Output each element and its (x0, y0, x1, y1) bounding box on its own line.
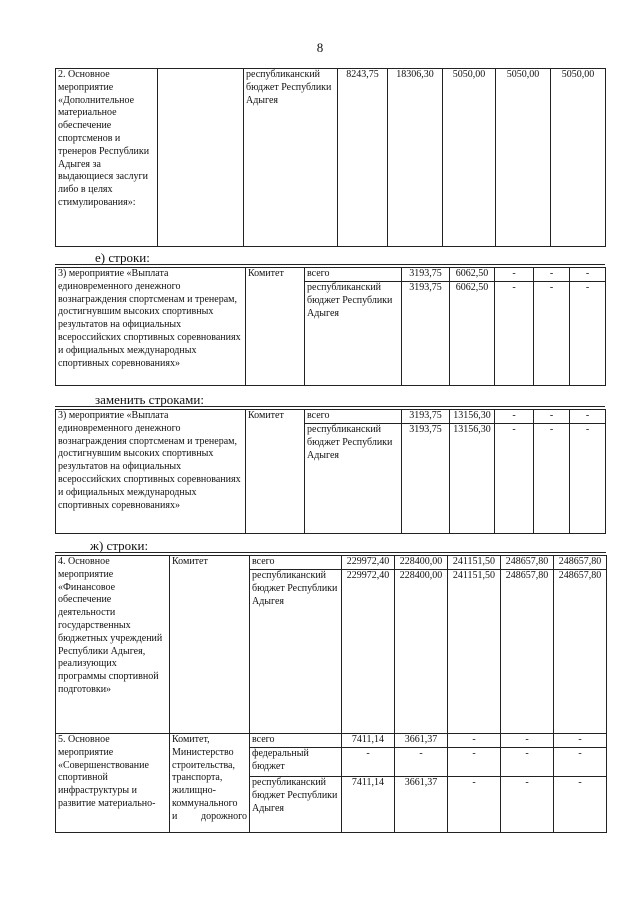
heading-zh: ж) строки: (90, 538, 149, 553)
value-cell: 6062,50 (450, 282, 495, 386)
executor-line: Министерство (172, 746, 234, 758)
measure-name: 2. Основное мероприятие «Дополнительное материальное обеспечение спортсменов и тренеров Республики Адыгея за выдающиеся заслуги либо в целях стимулирования»: (56, 69, 158, 247)
table-items-4-5 (55, 555, 607, 833)
table-row (56, 410, 606, 424)
funding-source: республиканский бюджет Республики Адыгея (305, 282, 402, 386)
value-cell: - (501, 734, 554, 748)
value-cell: 229972,40 (342, 570, 395, 734)
executor-line: Комитет, (172, 734, 210, 745)
table-item-3-new (55, 409, 606, 534)
funding-source: республиканский бюджет Республики Адыгея (244, 69, 338, 247)
measure-name: 4. Основное мероприятие «Финансовое обеспечение деятельности государственных бюджетных учреждений Республики Адыгея, реализующих программы спортивной подготовки» (56, 556, 170, 734)
heading-replace: заменить строками: (95, 392, 204, 407)
funding-source: всего (305, 268, 402, 282)
table-row (56, 556, 607, 570)
table-item-3-old (55, 267, 606, 386)
table-row (56, 268, 606, 282)
value-cell: - (448, 734, 501, 748)
measure-name: 3) мероприятие «Выплата единовременного денежного вознаграждения спортсменам и тренерам, достигнувшим высоких спортивных результатов на официальных всероссийских спортивных соревнованиях и официальных международных спортивных соревнованиях» (56, 410, 246, 534)
executor-line: коммунального (172, 797, 238, 809)
executor-line: жилищно- (172, 785, 216, 797)
funding-source: всего (250, 734, 342, 748)
value-cell: 229972,40 (342, 556, 395, 570)
value-cell: 6062,50 (450, 268, 495, 282)
value-cell: - (534, 268, 570, 282)
value-cell: 248657,80 (554, 556, 607, 570)
value-cell: - (448, 748, 501, 777)
value-cell: 5050,00 (443, 69, 496, 247)
value-cell: 248657,80 (554, 570, 607, 734)
value-cell: 228400,00 (395, 556, 448, 570)
value-cell: - (570, 282, 606, 386)
value-cell: 7411,14 (342, 777, 395, 833)
funding-source: всего (305, 410, 402, 424)
value-cell: - (501, 777, 554, 833)
value-cell: 7411,14 (342, 734, 395, 748)
value-cell: - (495, 268, 534, 282)
value-cell: - (495, 282, 534, 386)
value-cell: 5050,00 (496, 69, 551, 247)
table-item-2 (55, 68, 606, 247)
value-cell: 3193,75 (402, 410, 450, 424)
value-cell: 241151,50 (448, 556, 501, 570)
executor-cell: Комитет (246, 268, 305, 386)
divider (55, 552, 606, 553)
value-cell: 3661,37 (395, 777, 448, 833)
value-cell: - (534, 410, 570, 424)
table-row (56, 69, 606, 247)
value-cell: - (554, 777, 607, 833)
value-cell: - (495, 424, 534, 534)
value-cell: - (554, 748, 607, 777)
executor-line: транспорта, (172, 772, 223, 784)
value-cell: 3193,75 (402, 268, 450, 282)
value-cell: - (448, 777, 501, 833)
value-cell: 3193,75 (402, 282, 450, 386)
value-cell: - (554, 734, 607, 748)
value-cell: 248657,80 (501, 570, 554, 734)
value-cell: - (342, 748, 395, 777)
funding-source: республиканский бюджет Республики Адыгея (305, 424, 402, 534)
executor-cell (158, 69, 244, 247)
executor-line: и дорожного (172, 810, 247, 822)
funding-source: республиканский бюджет Республики Адыгея (250, 777, 342, 833)
executor-cell: Комитет (246, 410, 305, 534)
value-cell: 13156,30 (450, 410, 495, 424)
executor-cell (170, 734, 250, 833)
value-cell: 18306,30 (388, 69, 443, 247)
executor-cell: Комитет (170, 556, 250, 734)
value-cell: 3193,75 (402, 424, 450, 534)
value-cell: - (570, 268, 606, 282)
value-cell: - (534, 282, 570, 386)
value-cell: 13156,30 (450, 424, 495, 534)
value-cell: - (495, 410, 534, 424)
value-cell: - (501, 748, 554, 777)
value-cell: - (570, 424, 606, 534)
value-cell: - (570, 410, 606, 424)
divider (55, 264, 605, 265)
page-number: 8 (316, 40, 324, 55)
value-cell: 248657,80 (501, 556, 554, 570)
executor-line: строительства, (172, 759, 235, 771)
funding-source: республиканский бюджет Республики Адыгея (250, 570, 342, 734)
value-cell: 3661,37 (395, 734, 448, 748)
value-cell: 5050,00 (551, 69, 606, 247)
measure-name: 3) мероприятие «Выплата единовременного денежного вознаграждения спортсменам и тренерам, достигнувшим высоких спортивных результатов на официальных всероссийских спортивных соревнованиях и официальных международных спортивных соревнованиях» (56, 268, 246, 386)
table-row (56, 734, 607, 748)
value-cell: - (534, 424, 570, 534)
funding-source: федеральный бюджет (250, 748, 342, 777)
funding-source: всего (250, 556, 342, 570)
heading-e: е) строки: (95, 250, 150, 265)
measure-name: 5. Основное мероприятие «Совершенствование спортивной инфраструктуры и развитие материально- (56, 734, 170, 833)
value-cell: 241151,50 (448, 570, 501, 734)
value-cell: 228400,00 (395, 570, 448, 734)
value-cell: 8243,75 (338, 69, 388, 247)
value-cell: - (395, 748, 448, 777)
divider (55, 406, 605, 407)
